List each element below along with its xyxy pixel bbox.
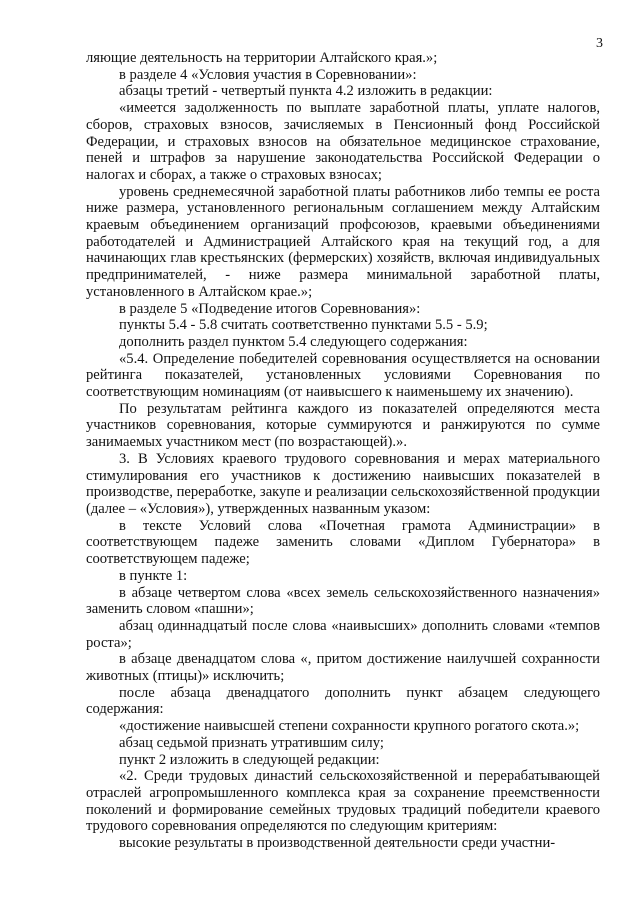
paragraph: абзац седьмой признать утратившим силу; <box>119 734 384 751</box>
paragraph: «имеется задолженность по выплате заработной платы, уплате налогов, сборов, страховых взносов, зачисляемых в Пенсионный фонд Российской Федерации, и страховых взносов на обязательное медицинское страхование, пеней и штрафов за нарушение законодательства Российской Федерации о налогах и сборах, а также о страховых взносах; <box>86 100 600 183</box>
page-number: 3 <box>596 36 603 51</box>
paragraph: пункты 5.4 - 5.8 считать соответственно пунктами 5.5 - 5.9; <box>119 317 488 334</box>
paragraph: уровень среднемесячной заработной платы работников либо темпы ее роста ниже размера, установленного региональным соглашением между Алтайским краевым объединением организаций профсоюзов, краевыми объединениями работодателей и Администрацией Алтайского края на текущий год, а для начинающих глав крестьянских (фермерских) хозяйств, включая индивидуальных предпринимателей, - ниже размера минимальной заработной платы, установленного в Алтайском крае.»; <box>86 183 600 300</box>
paragraph: высокие результаты в производственной деятельности среди участни- <box>119 835 556 852</box>
paragraph: абзацы третий - четвертый пункта 4.2 изложить в редакции: <box>119 83 493 100</box>
paragraph: «5.4. Определение победителей соревнования осуществляется на основании рейтинга показателей, установленных условиями Соревнования по соответствующим номинациям (от наивысшего к наименьшему их значению). <box>86 350 600 401</box>
paragraph: в тексте Условий слова «Почетная грамота Администрации» в соответствующем падеже заменить словами «Диплом Губернатора» в соответствующем падеже; <box>86 517 600 568</box>
paragraph: в абзаце четвертом слова «всех земель сельскохозяйственного назначения» заменить словом «пашни»; <box>86 584 600 618</box>
paragraph: в пункте 1: <box>119 567 188 584</box>
paragraph: «2. Среди трудовых династий сельскохозяйственной и перерабатывающей отраслей агропромышленного комплекса края за сохранение преемственности поколений и формирование семейных трудовых традиций победители краевого трудового соревнования определяются по следующим критериям: <box>86 768 600 835</box>
paragraph: 3. В Условиях краевого трудового соревнования и мерах материального стимулирования его участников к достижению наивысших показателей в производстве, переработке, закупе и реализации сельскохозяйственной продукции (далее – «Условия»), утвержденных названным указом: <box>86 450 600 517</box>
paragraph: пункт 2 изложить в следующей редакции: <box>119 751 380 768</box>
paragraph: «достижение наивысшей степени сохранности крупного рогатого скота.»; <box>119 718 580 735</box>
paragraph: после абзаца двенадцатого дополнить пункт абзацем следующего содержания: <box>86 684 600 718</box>
paragraph: ляющие деятельность на территории Алтайского края.»; <box>86 50 438 66</box>
paragraph: в абзаце двенадцатом слова «, притом достижение наилучшей сохранности животных (птицы)» исключить; <box>86 651 600 685</box>
paragraph: абзац одиннадцатый после слова «наивысших» дополнить словами «темпов роста»; <box>86 617 600 651</box>
paragraph: По результатам рейтинга каждого из показателей определяются места участников соревнования, которые суммируются и ранжируются по сумме занимаемых участником мест (по возрастающей).». <box>86 400 600 451</box>
paragraph: дополнить раздел пунктом 5.4 следующего содержания: <box>119 333 468 350</box>
paragraph: в разделе 4 «Условия участия в Соревновании»: <box>119 66 417 83</box>
paragraph: в разделе 5 «Подведение итогов Соревнования»: <box>119 300 421 317</box>
